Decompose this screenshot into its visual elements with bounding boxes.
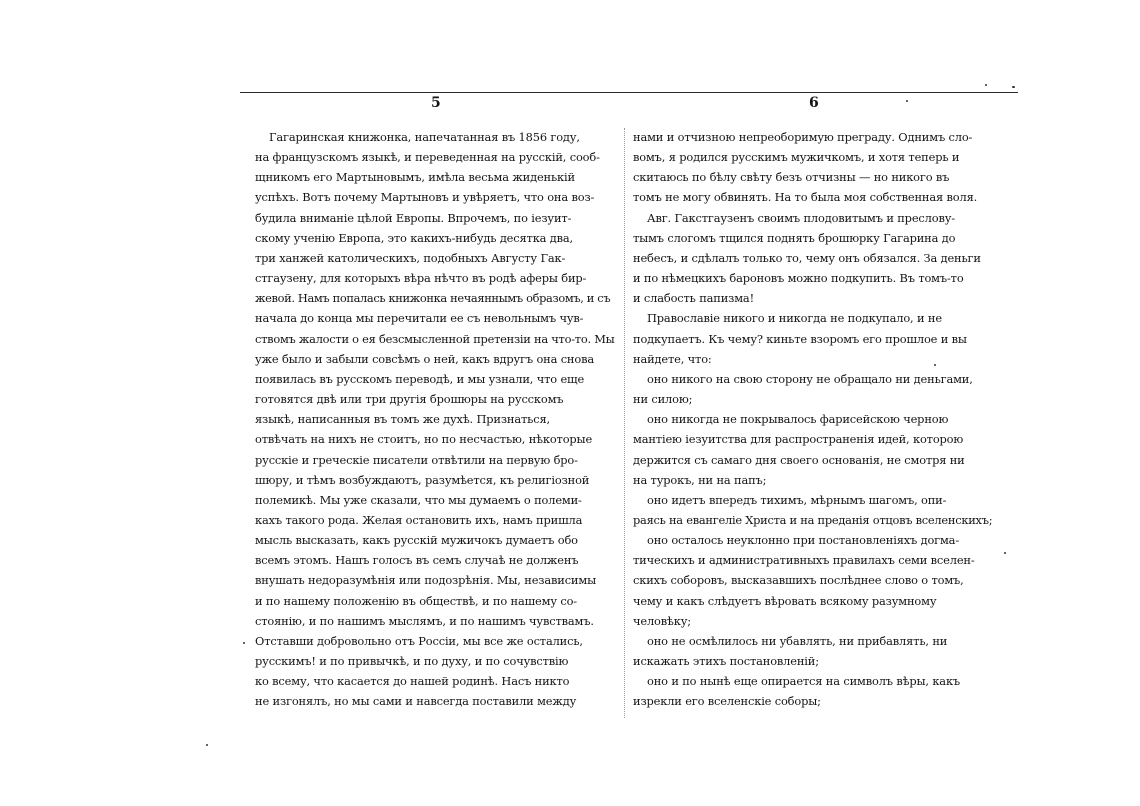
text-line: подкупаетъ. Къ чему? киньте взоромъ его прошлое и вы bbox=[633, 331, 967, 346]
text-line: мысль высказать, какъ русскій мужичокъ думаетъ обо bbox=[255, 533, 578, 548]
text-line: не изгонялъ, но мы сами и навсегда поставили между bbox=[255, 694, 577, 709]
text-line: ствомъ жалости о ея безсмысленной претензіи на что-то. Мы bbox=[255, 331, 615, 346]
text-line: оно никого на свою сторону не обращало ни деньгами, bbox=[647, 371, 973, 386]
text-line: и по нѣмецкихъ бароновъ можно подкупить. Въ томъ-то bbox=[633, 271, 964, 286]
text-line: щникомъ его Мартыновымъ, имѣла весьма жиденькій bbox=[255, 170, 575, 185]
right-page-text bbox=[633, 127, 996, 712]
paragraph bbox=[633, 490, 996, 530]
text-line: Авг. Гакстгаузенъ своимъ плодовитымъ и преслову- bbox=[647, 210, 955, 225]
text-line: стоянію, и по нашимъ мыслямъ, и по нашимъ чувствамъ. bbox=[255, 613, 594, 628]
text-line: чему и какъ слѣдуетъ вѣровать всякому разумному bbox=[633, 593, 937, 608]
text-line: Православіе никого и никогда не подкупало, и не bbox=[647, 311, 942, 326]
left-page-text bbox=[255, 127, 615, 712]
page-number-right: 6 bbox=[809, 95, 819, 111]
text-line: Гагаринская книжонка, напечатанная въ 1856 году, bbox=[269, 130, 580, 144]
page-gutter bbox=[624, 128, 625, 718]
text-line: тическихъ и административныхъ правилахъ семи вселен- bbox=[633, 553, 975, 568]
scan-speck bbox=[206, 744, 208, 746]
paragraph bbox=[633, 208, 996, 309]
text-line: найдете, что: bbox=[633, 351, 712, 366]
text-line: на турокъ, ни на папъ; bbox=[633, 472, 767, 487]
text-line: жевой. Намъ попалась книжонка нечаяннымъ образомъ, и съ bbox=[255, 291, 611, 306]
header-rule bbox=[240, 92, 1018, 93]
paragraph bbox=[633, 530, 996, 631]
text-line: готовятся двѣ или три другія брошюры на русскомъ bbox=[255, 392, 564, 407]
scan-speck bbox=[906, 100, 908, 102]
text-line: кахъ такого рода. Желая остановить ихъ, намъ пришла bbox=[255, 512, 583, 527]
scan-speck bbox=[1004, 552, 1006, 554]
paragraph bbox=[633, 127, 996, 208]
scan-speck bbox=[1012, 86, 1015, 88]
page-number-left: 5 bbox=[431, 95, 441, 111]
text-line: искажать этихъ постановленій; bbox=[633, 654, 819, 669]
text-line: нами и отчизною непреоборимую преграду. Однимъ сло- bbox=[633, 130, 973, 144]
text-line: скитаюсь по бѣлу свѣту безъ отчизны — но никого въ bbox=[633, 170, 950, 185]
text-line: три ханжей католическихъ, подобныхъ Августу Гак- bbox=[255, 250, 566, 265]
text-line: русскіе и греческіе писатели отвѣтили на первую бро- bbox=[255, 452, 578, 467]
text-line: вомъ, я родился русскимъ мужичкомъ, и хотя теперь и bbox=[633, 150, 960, 165]
paragraph bbox=[633, 369, 996, 409]
paragraph bbox=[633, 308, 996, 368]
text-line: языкѣ, написанныя въ томъ же духѣ. Признаться, bbox=[255, 412, 550, 427]
text-line: небесъ, и сдѣлалъ только то, чему онъ обязался. За деньги bbox=[633, 250, 981, 265]
text-line: и слабость папизма! bbox=[633, 291, 754, 306]
text-line: оно и по нынѣ еще опирается на символъ вѣры, какъ bbox=[647, 674, 961, 689]
text-line: стгаузену, для которыхъ вѣра нѣчто въ родѣ аферы бир- bbox=[255, 271, 587, 286]
text-line: отвѣчать на нихъ не стоитъ, но по несчастью, нѣкоторые bbox=[255, 432, 593, 447]
text-line: будила вниманіе цѣлой Европы. Впрочемъ, по іезуит- bbox=[255, 210, 572, 225]
text-line: успѣхъ. Вотъ почему Мартыновъ и увѣряетъ, что она воз- bbox=[255, 190, 595, 205]
text-line: раясь на евангеліе Христа и на преданія отцовъ вселенскихъ; bbox=[633, 512, 993, 527]
scan-speck bbox=[243, 642, 245, 644]
scan-speck bbox=[985, 84, 987, 86]
text-line: мантіею іезуитства для распространенія идей, которою bbox=[633, 432, 964, 447]
text-line: Отставши добровольно отъ Россіи, мы все же остались, bbox=[255, 633, 583, 648]
text-line: русскимъ! и по привычкѣ, и по духу, и по сочувствію bbox=[255, 654, 569, 669]
text-line: начала до конца мы перечитали ее съ невольнымъ чув- bbox=[255, 311, 584, 326]
text-line: тымъ слогомъ тщился поднять брошюрку Гагарина до bbox=[633, 230, 956, 245]
text-line: всемъ этомъ. Нашъ голосъ въ семъ случаѣ не долженъ bbox=[255, 553, 579, 568]
text-line: уже было и забыли совсѣмъ о ней, какъ вдругъ она снова bbox=[255, 351, 594, 366]
text-line: ни силою; bbox=[633, 392, 693, 407]
text-line: полемикѣ. Мы уже сказали, что мы думаемъ о полеми- bbox=[255, 492, 582, 507]
text-line: держится съ самаго дня своего основанія, не смотря ни bbox=[633, 452, 965, 467]
paragraph bbox=[633, 631, 996, 671]
text-line: изрекли его вселенскіе соборы; bbox=[633, 694, 821, 709]
text-line: появилась въ русскомъ переводѣ, и мы узнали, что еще bbox=[255, 371, 585, 386]
text-line: скихъ соборовъ, высказавшихъ послѣднее слово о томъ, bbox=[633, 573, 964, 588]
paragraph bbox=[633, 671, 996, 711]
text-line: оно никогда не покрывалось фарисейскою черною bbox=[647, 412, 949, 427]
text-line: и по нашему положенію въ обществѣ, и по нашему со- bbox=[255, 593, 578, 608]
text-line: на французскомъ языкѣ, и переведенная на русскій, сооб- bbox=[255, 150, 600, 165]
text-line: человѣку; bbox=[633, 613, 691, 628]
paragraph bbox=[633, 409, 996, 490]
text-line: оно не осмѣлилось ни убавлять, ни прибавлять, ни bbox=[647, 633, 948, 648]
text-line: внушать недоразумѣнія или подозрѣнія. Мы, независимы bbox=[255, 573, 596, 588]
text-line: скому ученію Европа, это какихъ-нибудь десятка два, bbox=[255, 230, 574, 245]
scan-speck bbox=[934, 364, 936, 366]
text-line: шюру, и тѣмъ возбуждаютъ, разумѣется, къ религіозной bbox=[255, 472, 590, 487]
text-line: томъ не могу обвинять. На то была моя собственная воля. bbox=[633, 190, 978, 205]
text-line: оно идетъ впередъ тихимъ, мѣрнымъ шагомъ, опи- bbox=[647, 492, 947, 507]
text-line: оно осталось неуклонно при постановленіяхъ догма- bbox=[647, 533, 960, 548]
text-line: ко всему, что касается до нашей родинѣ. Насъ никто bbox=[255, 674, 570, 689]
